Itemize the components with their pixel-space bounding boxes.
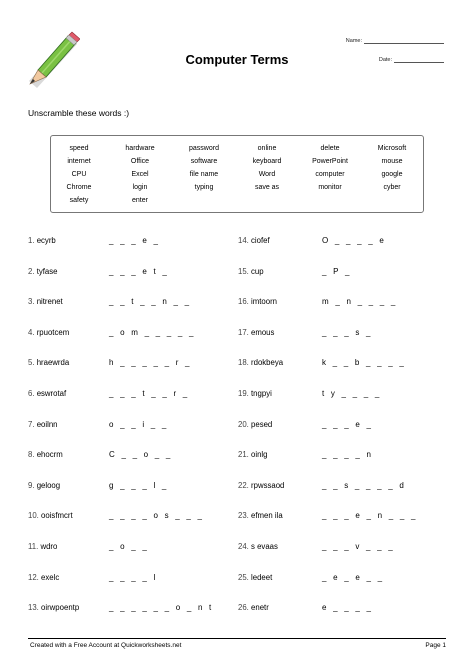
- word-bank-row: [51, 143, 423, 155]
- page-title: Computer Terms: [185, 52, 289, 67]
- answer-blanks[interactable]: _ _ _ s _: [322, 327, 371, 337]
- scrambled-word: cup: [251, 266, 264, 276]
- clue-number: 20.: [238, 419, 249, 429]
- clue-number: 1.: [28, 236, 35, 245]
- word-bank: [50, 135, 424, 213]
- answer-blanks[interactable]: o _ _ i _ _: [109, 419, 167, 429]
- clue-number: 19.: [238, 389, 249, 398]
- clue-item: [28, 540, 57, 554]
- clue-number: 7.: [28, 419, 35, 429]
- clue-number: 8.: [28, 450, 35, 460]
- clue-number: 2.: [28, 266, 35, 276]
- word-bank-word: Microsoft: [377, 145, 407, 152]
- clue-item: [28, 418, 58, 432]
- scrambled-word: nitrenet: [36, 297, 63, 307]
- clue-number: 4.: [28, 327, 35, 337]
- clue-item: [28, 265, 58, 279]
- clue-number: 11.: [28, 542, 39, 551]
- word-bank-word: save as: [254, 184, 280, 191]
- word-bank-word: internet: [67, 158, 91, 165]
- clue-item: [28, 448, 63, 462]
- scrambled-word: ooisfmcrt: [41, 511, 73, 521]
- clue-item: [28, 295, 63, 309]
- word-bank-word: computer: [315, 171, 345, 178]
- scrambled-word: hraewrda: [36, 358, 70, 368]
- clue-item: [238, 326, 274, 340]
- scrambled-word: efmen ila: [251, 511, 283, 521]
- clue-item: [238, 295, 277, 309]
- clue-item: [238, 571, 272, 585]
- word-bank-word: enter: [132, 197, 148, 204]
- word-bank-word: hardware: [125, 145, 155, 152]
- answer-blanks[interactable]: t y _ _ _ _: [322, 389, 380, 398]
- clue-item: [28, 356, 69, 370]
- word-bank-word: delete: [320, 145, 340, 152]
- scrambled-word: ehocrm: [36, 450, 63, 460]
- answer-blanks[interactable]: _ o _ _: [109, 542, 147, 551]
- answer-blanks[interactable]: h _ _ _ _ _ r _: [109, 358, 190, 368]
- clue-item: [238, 540, 278, 554]
- clue-item: [238, 356, 283, 370]
- word-bank-word: google: [381, 171, 403, 178]
- clue-number: 25.: [238, 572, 249, 582]
- word-bank-word: monitor: [318, 184, 342, 191]
- scrambled-word: emous: [251, 327, 275, 337]
- answer-blanks[interactable]: _ _ t _ _ n _ _: [109, 297, 190, 307]
- word-bank-word: PowerPoint: [312, 158, 348, 165]
- word-bank-word: Excel: [131, 171, 149, 178]
- word-bank-word: file name: [189, 171, 219, 178]
- clue-item: [238, 509, 283, 523]
- answer-blanks[interactable]: _ _ _ _ _ _ o _ n t: [109, 603, 212, 613]
- answer-blanks[interactable]: _ e _ e _ _: [322, 572, 383, 582]
- scrambled-word: eswrotaf: [36, 389, 67, 398]
- answer-blanks[interactable]: k _ _ b _ _ _ _: [322, 358, 404, 368]
- scrambled-word: eoilnn: [36, 419, 58, 429]
- scrambled-word: imtoorn: [251, 297, 278, 307]
- clue-number: 22.: [238, 480, 249, 490]
- scrambled-word: rdokbeya: [251, 358, 284, 368]
- clue-item: [238, 448, 268, 462]
- clue-item: [238, 234, 270, 248]
- clue-item: [238, 418, 272, 432]
- word-bank-row: [51, 195, 423, 207]
- word-bank-word: safety: [69, 197, 89, 204]
- word-bank-word: cyber: [383, 184, 401, 191]
- clue-item: [28, 234, 56, 248]
- scrambled-word: geloog: [36, 480, 61, 490]
- clue-item: [238, 479, 284, 493]
- clue-number: 21.: [238, 450, 249, 460]
- date-label: Date:: [378, 57, 392, 63]
- clue-item: [28, 571, 59, 585]
- clue-number: 26.: [238, 603, 249, 613]
- instructions: Unscramble these words :): [28, 108, 130, 118]
- scrambled-word: rpwssaod: [251, 480, 285, 490]
- clue-item: [28, 387, 66, 401]
- clue-number: 3.: [28, 297, 35, 307]
- word-bank-word: password: [189, 145, 219, 152]
- answer-blanks[interactable]: _ _ _ e _: [109, 236, 158, 245]
- word-bank-word: Word: [258, 171, 276, 178]
- scrambled-word: oinlg: [251, 450, 268, 460]
- answer-blanks[interactable]: _ _ _ _ o s _ _ _: [109, 511, 202, 521]
- clue-number: 18.: [238, 358, 249, 368]
- clue-item: [28, 601, 79, 615]
- scrambled-word: enetr: [251, 603, 269, 613]
- clue-item: [238, 265, 264, 279]
- clue-item: [238, 601, 269, 615]
- clue-number: 9.: [28, 480, 35, 490]
- scrambled-word: tngpyi: [251, 389, 272, 398]
- word-bank-row: [51, 182, 423, 194]
- answer-blanks[interactable]: _ _ _ e t _: [109, 266, 167, 276]
- answer-blanks[interactable]: _ _ _ v _ _ _: [322, 542, 393, 551]
- clue-item: [238, 387, 272, 401]
- answer-blanks[interactable]: g _ _ _ l _: [109, 480, 167, 490]
- clue-number: 15.: [238, 266, 249, 276]
- footer-divider: [28, 638, 446, 639]
- scrambled-word: tyfase: [36, 266, 58, 276]
- clue-number: 12.: [28, 572, 39, 582]
- scrambled-word: s evaas: [251, 542, 278, 551]
- answer-blanks[interactable]: e _ _ _ _: [322, 603, 371, 613]
- word-bank-word: keyboard: [252, 158, 282, 165]
- footer-credit: Created with a Free Account at Quickworksheets.net: [30, 642, 182, 649]
- word-bank-word: mouse: [381, 158, 403, 165]
- word-bank-word: typing: [194, 184, 214, 191]
- word-bank-word: online: [257, 145, 277, 152]
- clue-number: 5.: [28, 358, 35, 368]
- clue-item: [28, 326, 69, 340]
- clue-number: 6.: [28, 389, 35, 398]
- scrambled-word: pesed: [251, 419, 273, 429]
- scrambled-word: ecyrb: [36, 236, 56, 245]
- scrambled-word: ciofef: [251, 236, 270, 245]
- answer-blanks[interactable]: _ _ _ _ l: [109, 572, 156, 582]
- scrambled-word: wdro: [40, 542, 58, 551]
- word-bank-word: Chrome: [66, 184, 92, 191]
- answer-blanks[interactable]: _ _ _ _ n: [322, 450, 371, 460]
- answer-blanks[interactable]: _ _ _ e _: [322, 419, 371, 429]
- word-bank-row: [51, 169, 423, 181]
- scrambled-word: rpuotcem: [36, 327, 70, 337]
- clue-number: 17.: [238, 327, 249, 337]
- clue-item: [28, 509, 73, 523]
- scrambled-word: exelc: [41, 572, 60, 582]
- answer-blanks[interactable]: _ _ _ t _ _ r _: [109, 389, 188, 398]
- clue-number: 24.: [238, 542, 249, 551]
- word-bank-word: software: [190, 158, 218, 165]
- answer-blanks[interactable]: _ P _: [322, 266, 350, 276]
- clue-number: 13.: [28, 603, 39, 613]
- clue-number: 10.: [28, 511, 39, 521]
- answer-blanks[interactable]: _ o m _ _ _ _ _: [109, 327, 194, 337]
- clue-item: [28, 479, 60, 493]
- scrambled-word: ledeet: [251, 572, 273, 582]
- scrambled-word: oirwpoentp: [41, 603, 80, 613]
- clue-number: 14.: [238, 236, 249, 245]
- name-field[interactable]: [346, 37, 444, 44]
- answer-blanks[interactable]: O _ _ _ _ e: [322, 236, 384, 245]
- answer-blanks[interactable]: _ _ _ e _ n _ _ _: [322, 511, 416, 521]
- clue-number: 23.: [238, 511, 249, 521]
- word-bank-row: [51, 156, 423, 168]
- answer-blanks[interactable]: _ _ s _ _ _ _ d: [322, 480, 404, 490]
- word-bank-word: CPU: [71, 171, 87, 178]
- word-bank-word: speed: [69, 145, 89, 152]
- name-label: Name:: [345, 38, 362, 44]
- page-number: Page 1: [425, 642, 446, 649]
- word-bank-word: login: [132, 184, 148, 191]
- answer-blanks[interactable]: m _ n _ _ _ _: [322, 297, 396, 307]
- word-bank-word: Office: [130, 158, 150, 165]
- clue-number: 16.: [238, 297, 249, 307]
- answer-blanks[interactable]: C _ _ o _ _: [109, 450, 171, 460]
